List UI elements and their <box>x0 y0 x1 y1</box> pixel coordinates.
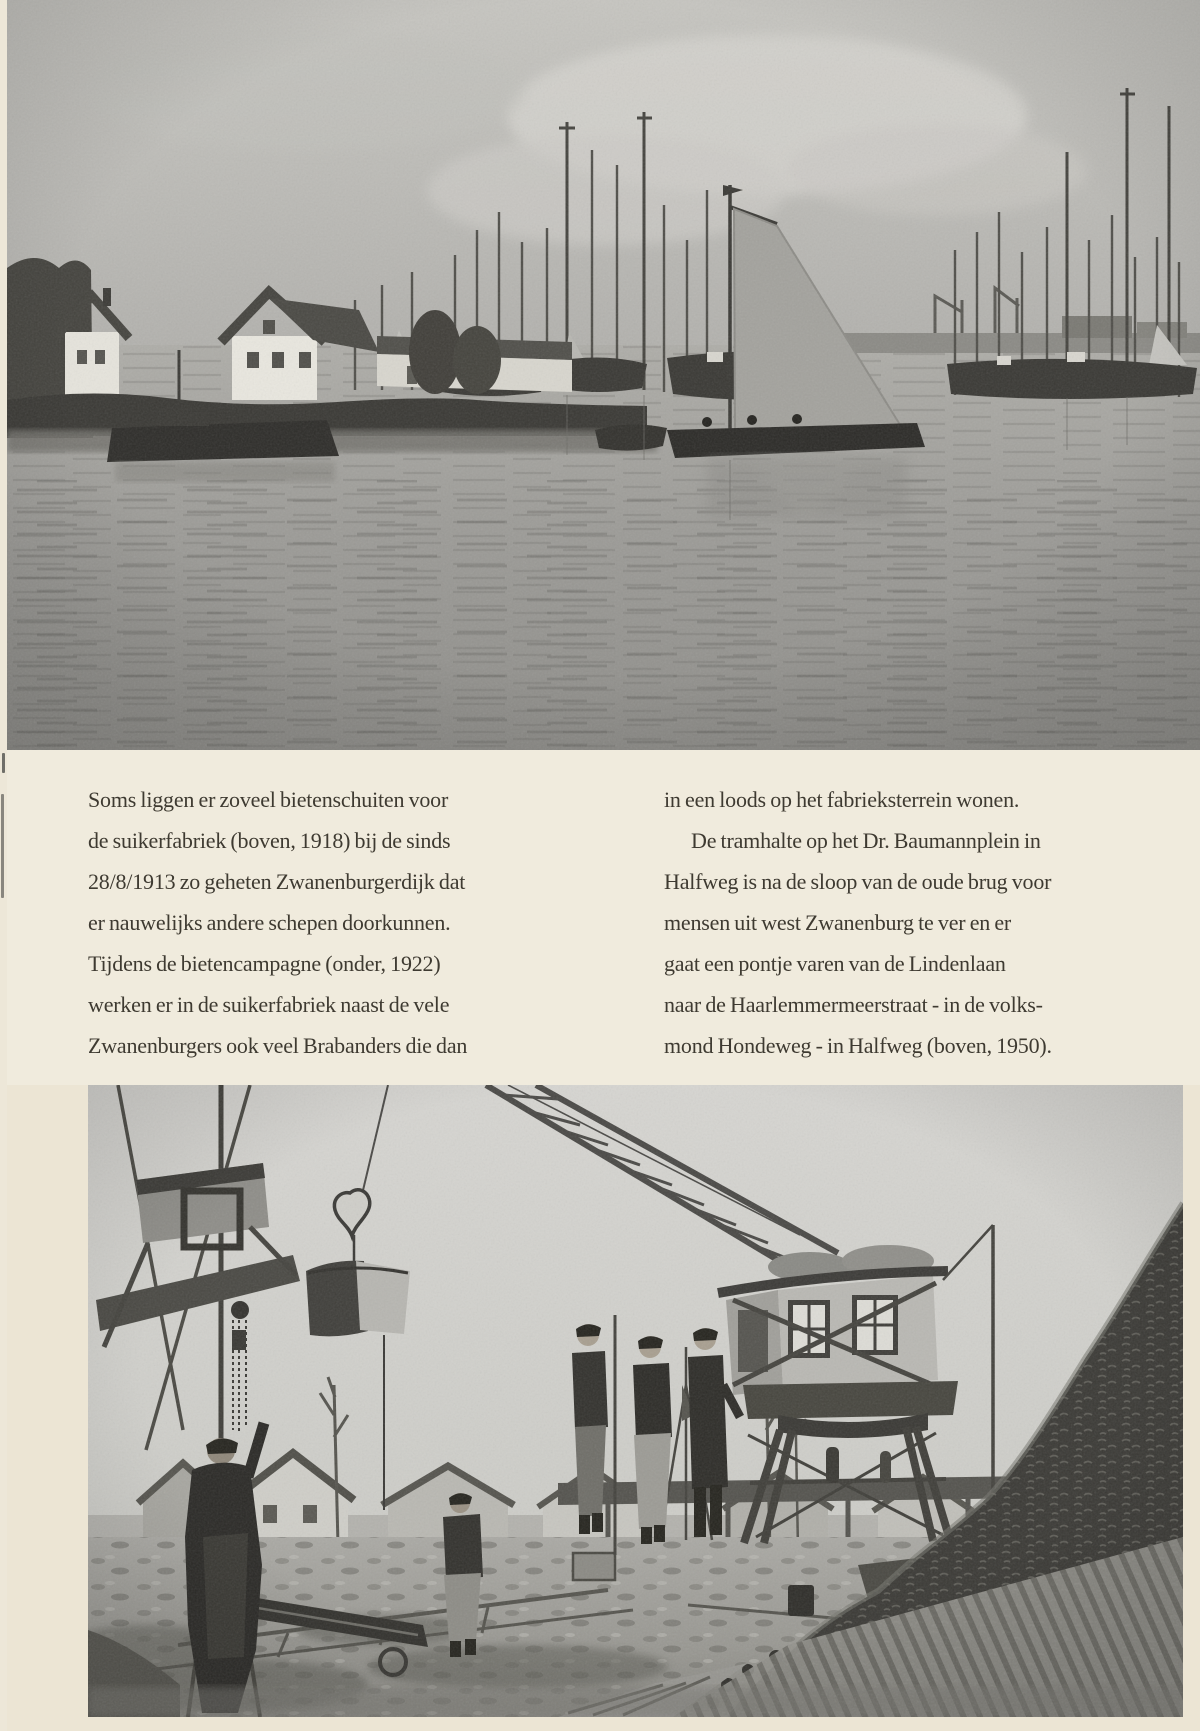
text-line: mond Hondeweg - in Halfweg (boven, 1950). <box>664 1033 1052 1058</box>
text-line: naar de Haarlemmermeerstraat - in de volks- <box>664 992 1043 1017</box>
text-line: gaat een pontje varen van de Lindenlaan <box>664 951 1006 976</box>
text-line: de suikerfabriek (boven, 1918) bij de sinds <box>88 828 451 853</box>
harbor-photo <box>7 0 1200 750</box>
scan-artifact <box>1 794 4 898</box>
right-column <box>664 779 1184 1066</box>
text-line: in een loods op het fabrieksterrein wonen. <box>664 787 1020 812</box>
scan-artifact <box>2 753 5 773</box>
text-line: Zwanenburgers ook veel Brabanders die dan <box>88 1033 468 1058</box>
text-line: 28/8/1913 zo geheten Zwanenburgerdijk dat <box>88 869 466 894</box>
text-line: mensen uit west Zwanenburg te ver en er <box>664 910 1012 935</box>
text-line: er nauwelijks andere schepen doorkunnen. <box>88 910 451 935</box>
crane-photo <box>88 1085 1183 1717</box>
text-line: Soms liggen er zoveel bietenschuiten voor <box>88 787 449 812</box>
text-line: Tijdens de bietencampagne (onder, 1922) <box>88 951 441 976</box>
left-column <box>88 779 608 1066</box>
text-line: Halfweg is na de sloop van de oude brug voor <box>664 869 1052 894</box>
harbor-photo-illustration <box>7 0 1200 750</box>
crane-photo-illustration <box>88 1085 1183 1717</box>
text-line: werken er in de suikerfabriek naast de vele <box>88 992 450 1017</box>
text-line: De tramhalte op het Dr. Baumannplein in <box>691 828 1041 853</box>
